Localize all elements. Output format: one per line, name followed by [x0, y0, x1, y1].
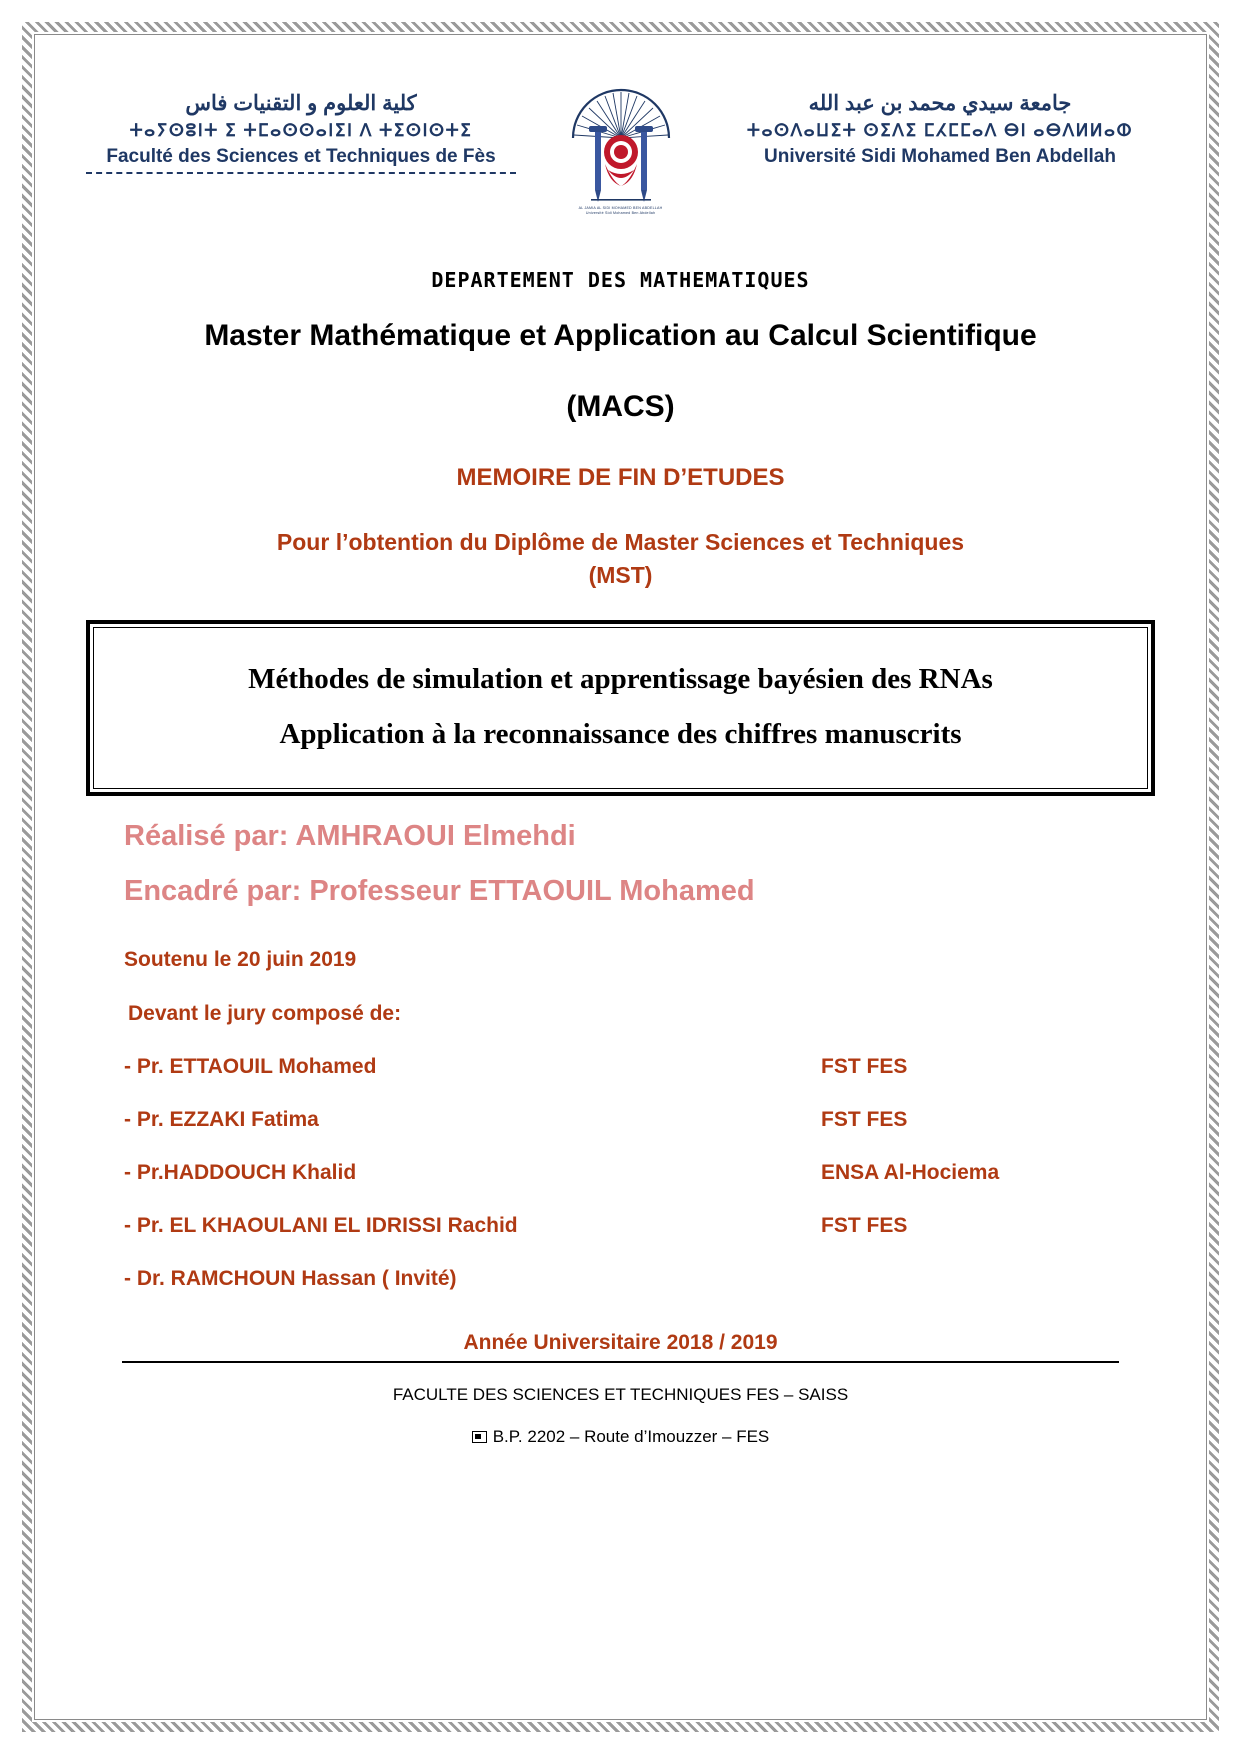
jury-member-name: - Pr. EZZAKI Fatima	[124, 1108, 319, 1132]
jury-member-name: - Pr.HADDOUCH Khalid	[124, 1161, 357, 1185]
people-block	[86, 822, 1155, 906]
jury-row	[124, 1161, 1091, 1185]
department-title: DEPARTEMENT DES MATHEMATIQUES	[431, 268, 810, 292]
thesis-title-box	[86, 620, 1155, 796]
jury-member-name: - Pr. ETTAOUIL Mohamed	[124, 1055, 377, 1079]
jury-row	[124, 1108, 1091, 1132]
program-title: Master Mathématique et Application au Calcul Scientifique	[204, 319, 1037, 352]
faculty-name-tifinagh: ⵜⴰⵢⵙⵓⵏⵜ ⵉ ⵜⵎⴰⵙⵙⴰⵏⵉⵏ ⴷ ⵜⵉⵙⵏⵙⵜⵉ	[129, 121, 473, 141]
page-header	[86, 64, 1155, 216]
jury-row	[124, 1055, 1091, 1079]
author-line: Réalisé par: AMHRAOUI Elmehdi	[124, 820, 576, 853]
faculty-identity-block	[86, 90, 516, 177]
footer-address: B.P. 2202 – Route d’Imouzzer – FES	[492, 1427, 770, 1447]
degree-purpose	[86, 526, 1155, 593]
faculty-underline-rule	[86, 172, 516, 177]
document-type-label: MEMOIRE DE FIN D’ETUDES	[456, 463, 785, 491]
jury-list	[86, 1055, 1155, 1291]
university-name-arabic: جامعة سيدي محمد بن عبد الله	[808, 92, 1072, 115]
jury-row	[124, 1214, 1091, 1238]
jury-member-affiliation: FST FES	[821, 1055, 908, 1079]
university-crest-logo	[561, 86, 681, 216]
degree-purpose-line1: Pour l’obtention du Diplôme de Master Sciences et Techniques	[276, 528, 965, 555]
jury-intro: Devant le jury composé de:	[128, 1002, 402, 1026]
university-name-french: Université Sidi Mohamed Ben Abdellah	[764, 145, 1116, 167]
jury-member-name: - Dr. RAMCHOUN Hassan ( Invité)	[124, 1267, 457, 1291]
university-identity-block	[725, 90, 1155, 169]
footer-address-row	[86, 1427, 1155, 1447]
crest-caption-line1: AL JAMIA AL SIDI MOHAMED BEN ABDELLAH	[578, 206, 663, 211]
thesis-title-line1: Méthodes de simulation et apprentissage bayésien des RNAs	[248, 663, 993, 696]
degree-purpose-line2: (MST)	[588, 561, 653, 588]
crest-caption-line2: Université Sidi Mohamed Ben Abdellah	[585, 210, 656, 215]
fax-icon	[472, 1431, 487, 1443]
jury-member-name: - Pr. EL KHAOULANI EL IDRISSI Rachid	[124, 1214, 518, 1238]
jury-member-affiliation: ENSA Al-Hociema	[821, 1161, 1000, 1185]
crest-caption	[561, 206, 681, 215]
footer-divider	[122, 1361, 1119, 1363]
academic-year: Année Universitaire 2018 / 2019	[463, 1331, 778, 1355]
footer-institution: FACULTE DES SCIENCES ET TECHNIQUES FES – SAISS	[392, 1385, 849, 1405]
faculty-name-arabic: كلية العلوم و التقنيات فاس	[185, 92, 417, 115]
defense-date: Soutenu le 20 juin 2019	[124, 948, 357, 972]
cover-page-content	[48, 44, 1193, 1710]
jury-row	[124, 1267, 1091, 1291]
faculty-name-french: Faculté des Sciences et Techniques de Fès	[106, 145, 496, 167]
university-name-tifinagh: ⵜⴰⵙⴷⴰⵡⵉⵜ ⵙⵉⴷⵉ ⵎⵃⵎⵎⴰⴷ ⴱⵏ ⴰⴱⴷⵍⵍⴰⵀ	[746, 121, 1134, 141]
supervisor-line: Encadré par: Professeur ETTAOUIL Mohamed	[124, 875, 755, 908]
thesis-title-line2: Application à la reconnaissance des chiffres manuscrits	[279, 718, 962, 751]
program-acronym: (MACS)	[566, 389, 675, 423]
thesis-title-box-inner	[93, 627, 1148, 789]
jury-member-affiliation: FST FES	[821, 1214, 908, 1238]
jury-member-affiliation: FST FES	[821, 1108, 908, 1132]
